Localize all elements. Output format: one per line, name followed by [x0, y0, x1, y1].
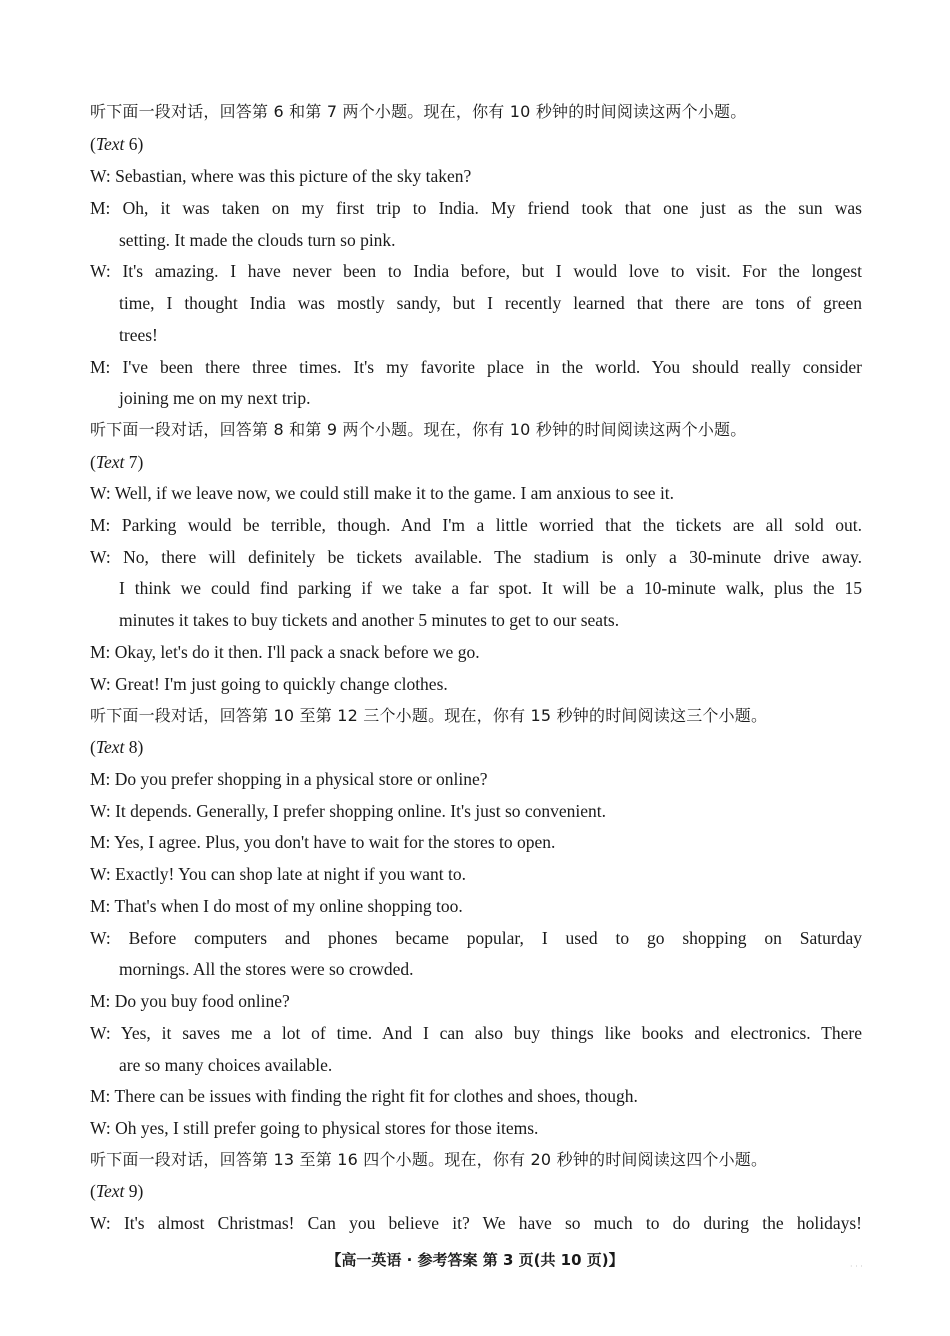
dialogue-line: W: Great! I'm just going to quickly change clothes.: [90, 674, 448, 694]
section-instruction: 听下面一段对话，回答第 13 至第 16 四个小题。现在，你有 20 秒钟的时间阅读这四个小题。: [90, 1150, 768, 1169]
dialogue-line-continuation: trees!: [119, 325, 158, 345]
dialogue-line: M: I've been there three times. It's my favorite place in the world. You should really consider: [90, 357, 862, 377]
dialogue-line: M: Do you prefer shopping in a physical store or online?: [90, 769, 488, 789]
dialogue-line-continuation: mornings. All the stores were so crowded.: [119, 959, 414, 979]
dialogue-line: M: Yes, I agree. Plus, you don't have to wait for the stores to open.: [90, 832, 556, 852]
dialogue-line: M: That's when I do most of my online shopping too.: [90, 896, 463, 916]
text-label: (Text 9): [90, 1181, 144, 1201]
dialogue-line: M: Do you buy food online?: [90, 991, 290, 1011]
dialogue-line: W: No, there will definitely be tickets available. The stadium is only a 30-minute drive away.: [90, 547, 862, 567]
scan-mark: · · ·: [850, 1262, 863, 1271]
section-instruction: 听下面一段对话，回答第 6 和第 7 两个小题。现在，你有 10 秒钟的时间阅读这两个小题。: [90, 102, 747, 121]
dialogue-line-continuation: minutes it takes to buy tickets and another 5 minutes to get to our seats.: [119, 610, 620, 630]
dialogue-line: M: Parking would be terrible, though. And I'm a little worried that the tickets are all sold out.: [90, 515, 862, 535]
section-instruction: 听下面一段对话，回答第 10 至第 12 三个小题。现在，你有 15 秒钟的时间阅读这三个小题。: [90, 706, 768, 725]
text-label: (Text 6): [90, 134, 144, 154]
dialogue-line: W: Sebastian, where was this picture of the sky taken?: [90, 166, 472, 186]
text-label: (Text 8): [90, 737, 144, 757]
text-label: (Text 7): [90, 452, 144, 472]
dialogue-line-continuation: setting. It made the clouds turn so pink.: [119, 230, 396, 250]
dialogue-line: M: There can be issues with finding the right fit for clothes and shoes, though.: [90, 1086, 638, 1106]
dialogue-line-continuation: I think we could find parking if we take a far spot. It will be a 10-minute walk, plus the 15: [119, 578, 862, 598]
dialogue-line-continuation: are so many choices available.: [119, 1055, 333, 1075]
section-instruction: 听下面一段对话，回答第 8 和第 9 两个小题。现在，你有 10 秒钟的时间阅读这两个小题。: [90, 420, 747, 439]
dialogue-line: W: Oh yes, I still prefer going to physical stores for those items.: [90, 1118, 539, 1138]
dialogue-line: W: Exactly! You can shop late at night if you want to.: [90, 864, 467, 884]
dialogue-line: W: It's almost Christmas! Can you believe it? We have so much to do during the holidays!: [90, 1213, 862, 1233]
dialogue-line: W: It's amazing. I have never been to India before, but I would love to visit. For the longest: [90, 261, 862, 281]
dialogue-line: W: Before computers and phones became popular, I used to go shopping on Saturday: [90, 928, 862, 948]
dialogue-line: M: Oh, it was taken on my first trip to India. My friend took that one just as the sun was: [90, 198, 862, 218]
dialogue-line: W: It depends. Generally, I prefer shopping online. It's just so convenient.: [90, 801, 607, 821]
dialogue-line-continuation: time, I thought India was mostly sandy, but I recently learned that there are tons of green: [119, 293, 862, 313]
page-footer: 【高一英语 · 参考答案 第 3 页(共 10 页)】: [326, 1251, 624, 1269]
dialogue-line-continuation: joining me on my next trip.: [119, 388, 311, 408]
dialogue-line: M: Okay, let's do it then. I'll pack a snack before we go.: [90, 642, 480, 662]
dialogue-line: W: Yes, it saves me a lot of time. And I can also buy things like books and electronics. There: [90, 1023, 862, 1043]
dialogue-line: W: Well, if we leave now, we could still make it to the game. I am anxious to see it.: [90, 483, 675, 503]
